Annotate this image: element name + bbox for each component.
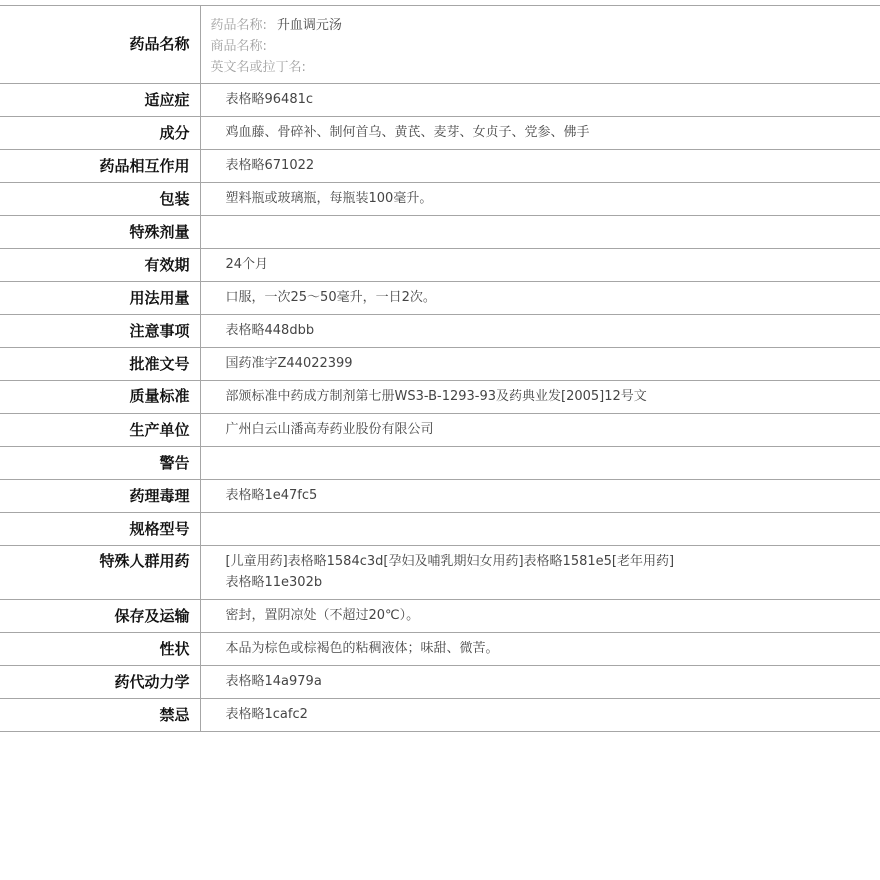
row-value: 表格略1e47fc5	[200, 480, 880, 513]
row-label: 性状	[0, 633, 200, 666]
row-value	[200, 447, 880, 480]
row-value: 本品为棕色或棕褐色的粘稠液体；味甜、微苦。	[200, 633, 880, 666]
row-value: 塑料瓶或玻璃瓶，每瓶装100毫升。	[200, 183, 880, 216]
table-row	[0, 117, 880, 150]
row-value: 表格略448dbb	[200, 315, 880, 348]
row-value: 表格略96481c	[200, 84, 880, 117]
name-value	[306, 60, 316, 75]
name-key: 商品名称:	[210, 39, 267, 54]
row-value: 24个月	[200, 249, 880, 282]
table-row	[0, 699, 880, 732]
row-label: 用法用量	[0, 282, 200, 315]
row-label: 特殊剂量	[0, 216, 200, 249]
name-key: 英文名或拉丁名:	[210, 60, 306, 75]
name-value: 升血调元汤	[276, 18, 342, 33]
generic-name-line	[211, 15, 681, 36]
table-row	[0, 282, 880, 315]
row-value: 广州白云山潘高寿药业股份有限公司	[200, 414, 880, 447]
row-label: 成分	[0, 117, 200, 150]
trade-name-line	[211, 36, 681, 57]
row-label: 禁忌	[0, 699, 200, 732]
table-row	[0, 381, 880, 414]
drug-spec-table	[0, 5, 880, 732]
row-label: 药品名称	[0, 6, 200, 84]
row-label: 有效期	[0, 249, 200, 282]
table-row	[0, 315, 880, 348]
row-label: 药代动力学	[0, 666, 200, 699]
row-label: 质量标准	[0, 381, 200, 414]
table-row	[0, 183, 880, 216]
table-row	[0, 600, 880, 633]
table-row	[0, 348, 880, 381]
table-row	[0, 666, 880, 699]
row-label: 规格型号	[0, 513, 200, 546]
name-value	[267, 39, 277, 54]
row-value: 表格略14a979a	[200, 666, 880, 699]
table-row	[0, 414, 880, 447]
row-label: 适应症	[0, 84, 200, 117]
row-label: 批准文号	[0, 348, 200, 381]
row-label: 生产单位	[0, 414, 200, 447]
row-label: 特殊人群用药	[0, 546, 200, 600]
row-label: 警告	[0, 447, 200, 480]
table-row	[0, 6, 880, 84]
row-label: 药品相互作用	[0, 150, 200, 183]
row-label: 药理毒理	[0, 480, 200, 513]
latin-name-line	[211, 57, 681, 78]
row-value: 鸡血藤、骨碎补、制何首乌、黄芪、麦芽、女贞子、党参、佛手	[200, 117, 880, 150]
row-value: 表格略1cafc2	[200, 699, 880, 732]
table-row	[0, 480, 880, 513]
row-value: 表格略671022	[200, 150, 880, 183]
table-row	[0, 633, 880, 666]
row-label: 保存及运输	[0, 600, 200, 633]
name-key: 药品名称:	[210, 18, 267, 33]
row-value	[200, 216, 880, 249]
row-value: [儿童用药]表格略1584c3d[孕妇及哺乳期妇女用药]表格略1581e5[老年用药]表格略11e302b	[200, 546, 880, 600]
row-value: 部颁标准中药成方制剂第七册WS3-B-1293-93及药典业发[2005]12号文	[200, 381, 880, 414]
table-row	[0, 216, 880, 249]
table-row	[0, 447, 880, 480]
row-label: 注意事项	[0, 315, 200, 348]
table-row	[0, 84, 880, 117]
row-value: 口服，一次25～50毫升，一日2次。	[200, 282, 880, 315]
row-value: 国药准字Z44022399	[200, 348, 880, 381]
table-row	[0, 513, 880, 546]
table-row	[0, 150, 880, 183]
table-row	[0, 249, 880, 282]
drug-names-cell	[200, 6, 880, 84]
row-value	[200, 513, 880, 546]
table-row	[0, 546, 880, 600]
row-value: 密封，置阴凉处（不超过20℃）。	[200, 600, 880, 633]
row-label: 包装	[0, 183, 200, 216]
